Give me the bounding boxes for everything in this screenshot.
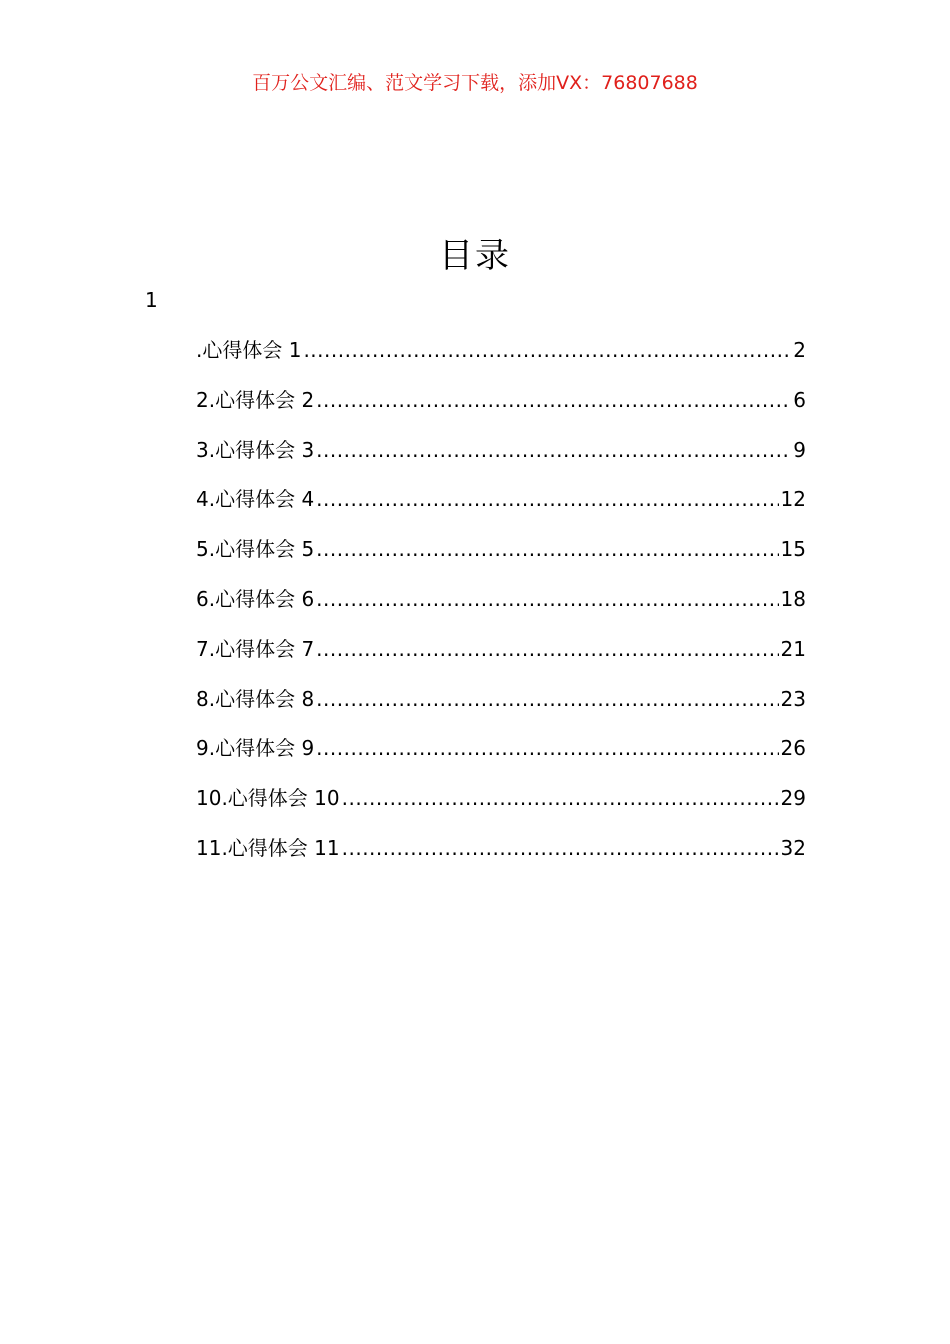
toc-entry-label: 11.心得体会 11 <box>196 835 340 860</box>
toc-entry-4[interactable] <box>196 483 806 533</box>
toc-entry-label: 6.心得体会 6 <box>196 586 315 611</box>
toc-entry-label: 7.心得体会 7 <box>196 636 315 661</box>
toc-entry-label: 2.心得体会 2 <box>196 387 315 412</box>
toc-title: 目录 <box>439 236 511 276</box>
toc-dot-leader <box>316 637 778 661</box>
header-note: 百万公文汇编、范文学习下载，添加VX：76807688 <box>252 72 698 94</box>
toc-dot-leader <box>316 687 778 711</box>
toc-entry-3[interactable] <box>196 434 806 484</box>
toc-entry-5[interactable] <box>196 533 806 583</box>
toc-entry-page: 12 <box>780 487 806 512</box>
toc-entry-page: 9 <box>793 437 806 462</box>
toc-entry-label: 8.心得体会 8 <box>196 686 315 711</box>
toc-entry-page: 6 <box>793 387 806 412</box>
toc-dot-leader <box>316 388 791 412</box>
toc-entry-label: 4.心得体会 4 <box>196 487 315 512</box>
toc-entry-page: 18 <box>780 586 806 611</box>
toc-entry-label: 10.心得体会 10 <box>196 786 340 811</box>
toc-dot-leader <box>316 736 778 760</box>
toc-entry-1[interactable] <box>196 334 806 384</box>
toc-entry-page: 26 <box>780 736 806 761</box>
toc-entry-2[interactable] <box>196 384 806 434</box>
toc-list <box>196 334 806 882</box>
toc-entry-page: 2 <box>793 338 806 362</box>
toc-entry-page: 23 <box>780 686 806 711</box>
toc-dot-leader <box>342 836 779 860</box>
toc-entry-10[interactable] <box>196 782 806 832</box>
toc-dot-leader <box>316 438 791 462</box>
toc-entry-label: .心得体会 1 <box>196 338 302 362</box>
toc-entry-9[interactable] <box>196 732 806 782</box>
toc-entry-page: 29 <box>780 786 806 811</box>
toc-entry-page: 15 <box>780 537 806 562</box>
toc-entry-7[interactable] <box>196 633 806 683</box>
toc-dot-leader <box>316 537 778 561</box>
toc-level1-label: 1 <box>145 288 158 312</box>
toc-entry-8[interactable] <box>196 683 806 733</box>
toc-entry-6[interactable] <box>196 583 806 633</box>
toc-dot-leader <box>342 786 779 810</box>
toc-entry-label: 3.心得体会 3 <box>196 437 315 462</box>
toc-entry-page: 21 <box>780 636 806 661</box>
toc-entry-label: 9.心得体会 9 <box>196 736 315 761</box>
toc-dot-leader <box>316 587 778 611</box>
toc-entry-11[interactable] <box>196 832 806 882</box>
toc-dot-leader <box>316 487 778 511</box>
toc-dot-leader <box>303 338 791 362</box>
toc-entry-label: 5.心得体会 5 <box>196 537 315 562</box>
toc-entry-page: 32 <box>780 835 806 860</box>
